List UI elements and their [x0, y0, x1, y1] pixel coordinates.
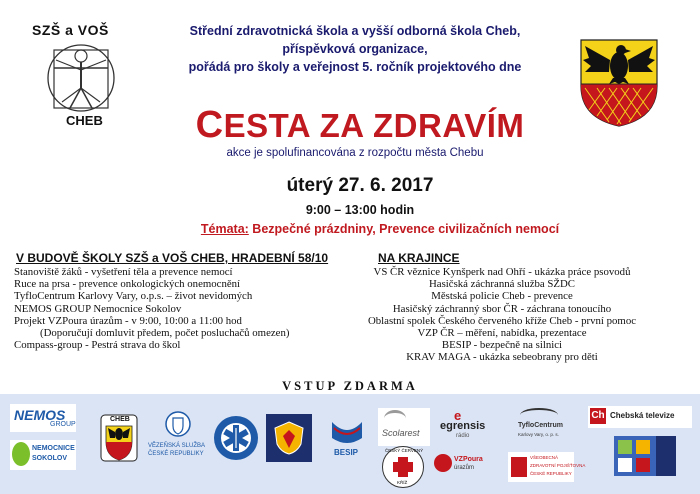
hasicsky-zachranny-sbor-logo — [266, 414, 312, 462]
besip-logo: BESIP — [328, 418, 366, 460]
fire-rescue-emblem-icon — [273, 420, 305, 456]
list-item: Městská policie Cheb - prevence — [431, 290, 573, 303]
sponsor-band — [0, 394, 700, 494]
cesky-cerveny-kriz-logo: ČESKÝ ČERVENÝ KŘÍŽ — [382, 446, 424, 488]
vzpoura-urazum-logo: VZPoura úrazům — [432, 450, 490, 480]
krav-maga-side-logo — [656, 436, 676, 476]
list-item: NEMOS GROUP Nemocnice Sokolov — [14, 302, 182, 315]
nemos-group-logo: NEMOS GROUP — [10, 404, 76, 432]
list-item: KRAV MAGA - ukázka sebeobrany pro děti — [406, 351, 598, 364]
organizer-line-2: příspěvková organizace, — [282, 42, 428, 56]
list-item: Hasičská záchranná služba SŽDC — [428, 278, 575, 291]
radio-egrensis-logo: e egrensis rádio — [440, 408, 486, 439]
event-time: 9:00 – 13:00 hodin — [305, 203, 415, 217]
list-item: Stanoviště žáků - vyšetření těla a prevence nemocí — [14, 266, 233, 278]
list-item: Hasičský záchranný sbor ČR - záchrana tonoucího — [392, 302, 612, 315]
free-entry-banner: VSTUP ZDARMA — [282, 379, 418, 393]
scolarest-logo: Scolarest — [378, 408, 430, 446]
funding-note: akce je spolufinancována z rozpočtu města Chebu — [226, 147, 484, 159]
krajinka-list — [352, 266, 652, 364]
list-item: BESIP - bezpečně na silnici — [441, 339, 563, 352]
vitruvian-man-icon — [44, 38, 118, 114]
school-logo — [22, 18, 140, 130]
star-of-life-icon — [220, 422, 252, 454]
list-item: VS ČR věznice Kynšperk nad Ohří - ukázka práce psovodů — [373, 266, 631, 278]
vzp-cr-logo: VŠEOBECNÁ ZDRAVOTNÍ POJIŠŤOVNA ČESKÉ REPUBLIKY — [508, 452, 574, 482]
school-logo-title: SZŠ a VOŠ — [32, 22, 109, 38]
list-item: (Doporučují domluvit předem, počet posluchačů omezen) — [40, 327, 290, 340]
themes-label: Témata: — [200, 222, 249, 236]
event-title-rest: ESTA ZA ZDRAVÍM — [223, 107, 525, 144]
besip-road-icon — [328, 418, 366, 448]
emergency-service-logo — [214, 416, 258, 460]
school-logo-city: CHEB — [66, 113, 103, 128]
nemocnice-sokolov-logo: NEMOCNICE SOKOLOV — [10, 440, 76, 470]
school-building-heading: V BUDOVĚ ŠKOLY SZŠ a VOŠ CHEB, HRADEBNÍ 58/10 — [16, 251, 329, 265]
list-item: Ruce na prsa - prevence onkologických onemocnění — [14, 278, 241, 291]
tyflocentrum-logo: TyfloCentrum Karlovy Vary, o. p. s. — [516, 408, 564, 442]
organizer-line-1: Střední zdravotnická škola a vyšší odborná škola Cheb, — [189, 24, 521, 38]
krajinka-heading: NA KRAJINCE — [378, 251, 460, 265]
cheb-coat-of-arms-icon — [579, 38, 659, 128]
list-item: TyfloCentrum Karlovy Vary, o.p.s. – život nevidomých — [14, 290, 253, 303]
krav-maga-logo — [614, 436, 656, 476]
list-item: Compass-group - Pestrá strava do škol — [14, 339, 181, 352]
themes-text: Bezpečné prázdniny, Prevence civilizačních nemocí — [248, 222, 560, 236]
chebska-televize-logo: Ch Chebská televize — [588, 406, 692, 428]
event-title-initial: C — [195, 104, 224, 146]
event-date: úterý 27. 6. 2017 — [286, 175, 434, 196]
event-title — [150, 104, 570, 147]
organizer-line-3: pořádá pro školy a veřejnost 5. ročník projektového dne — [188, 60, 522, 74]
event-themes — [100, 222, 660, 236]
school-building-list — [14, 266, 289, 351]
prison-service-emblem-icon — [164, 410, 192, 438]
list-item: Projekt VZPoura úrazům - v 9:00, 10:00 a 11:00 hod — [14, 314, 242, 327]
list-item: VZP ČR – měření, nabídka, prezentace — [417, 327, 587, 340]
vezenska-sluzba-logo: VĚZEŇSKÁ SLUŽBA ČESKÉ REPUBLIKY — [146, 410, 210, 470]
list-item: Oblastní spolek Českého červeného kříže Cheb - první pomoc — [367, 314, 637, 327]
cheb-city-logo: CHEB — [100, 414, 138, 462]
